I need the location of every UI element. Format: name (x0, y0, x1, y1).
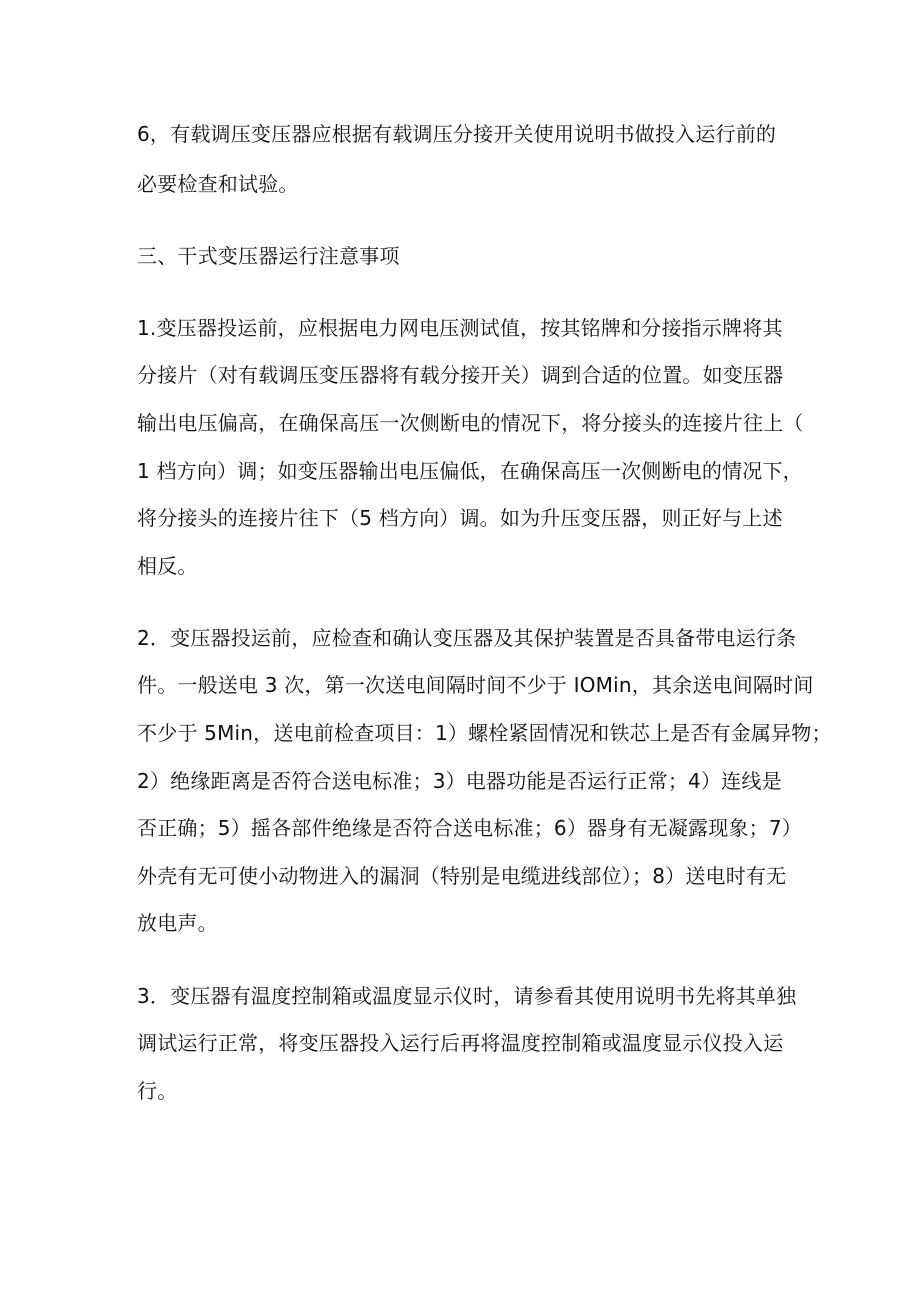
para6-line-1: 6，有载调压变压器应根据有载调压分接开关使用说明书做投入运行前的 (137, 122, 777, 146)
section3-heading: 三、干式变压器运行注意事项 (137, 244, 400, 268)
item1-line-6: 相反。 (137, 554, 198, 578)
para6-line-2: 必要检查和试验。 (137, 172, 299, 196)
item2-line-2: 件。一般送电 3 次，第一次送电间隔时间不少于 IOMin，其余送电间隔时间 (137, 673, 814, 697)
item1-line-3: 输出电压偏高，在确保高压一次侧断电的情况下，将分接头的连接片往上（ (137, 411, 804, 435)
item2-line-3: 不少于 5Min，送电前检查项目：1）螺栓紧固情况和铁芯上是否有金属异物； (137, 721, 832, 745)
item2-line-5: 否正确；5）摇各部件绝缘是否符合送电标准；6）器身有无凝露现象；7） (137, 816, 802, 840)
item1-line-1: 1.变压器投运前，应根据电力网电压测试值，按其铭牌和分接指示牌将其 (137, 316, 783, 340)
item2-line-4: 2）绝缘距离是否符合送电标准；3）电器功能是否运行正常；4）连线是 (137, 769, 782, 793)
item3-line-1: 3．变压器有温度控制箱或温度显示仪时，请参看其使用说明书先将其单独 (137, 984, 797, 1008)
item2-line-1: 2．变压器投运前，应检查和确认变压器及其保护装置是否具备带电运行条 (137, 626, 797, 650)
item1-line-5: 将分接头的连接片往下（5 档方向）调。如为升压变压器，则正好与上述 (137, 506, 783, 530)
item2-line-6: 外壳有无可使小动物进入的漏洞（特别是电缆进线部位）；8）送电时有无 (137, 864, 787, 888)
item3-line-3: 行。 (137, 1079, 178, 1103)
item3-line-2: 调试运行正常，将变压器投入运行后再将温度控制箱或温度显示仪投入运 (137, 1031, 784, 1055)
item2-line-7: 放电声。 (137, 911, 218, 935)
item1-line-4: 1 档方向）调；如变压器输出电压偏低，在确保高压一次侧断电的情况下， (137, 459, 803, 483)
item1-line-2: 分接片（对有载调压变压器将有载分接开关）调到合适的位置。如变压器 (137, 363, 784, 387)
